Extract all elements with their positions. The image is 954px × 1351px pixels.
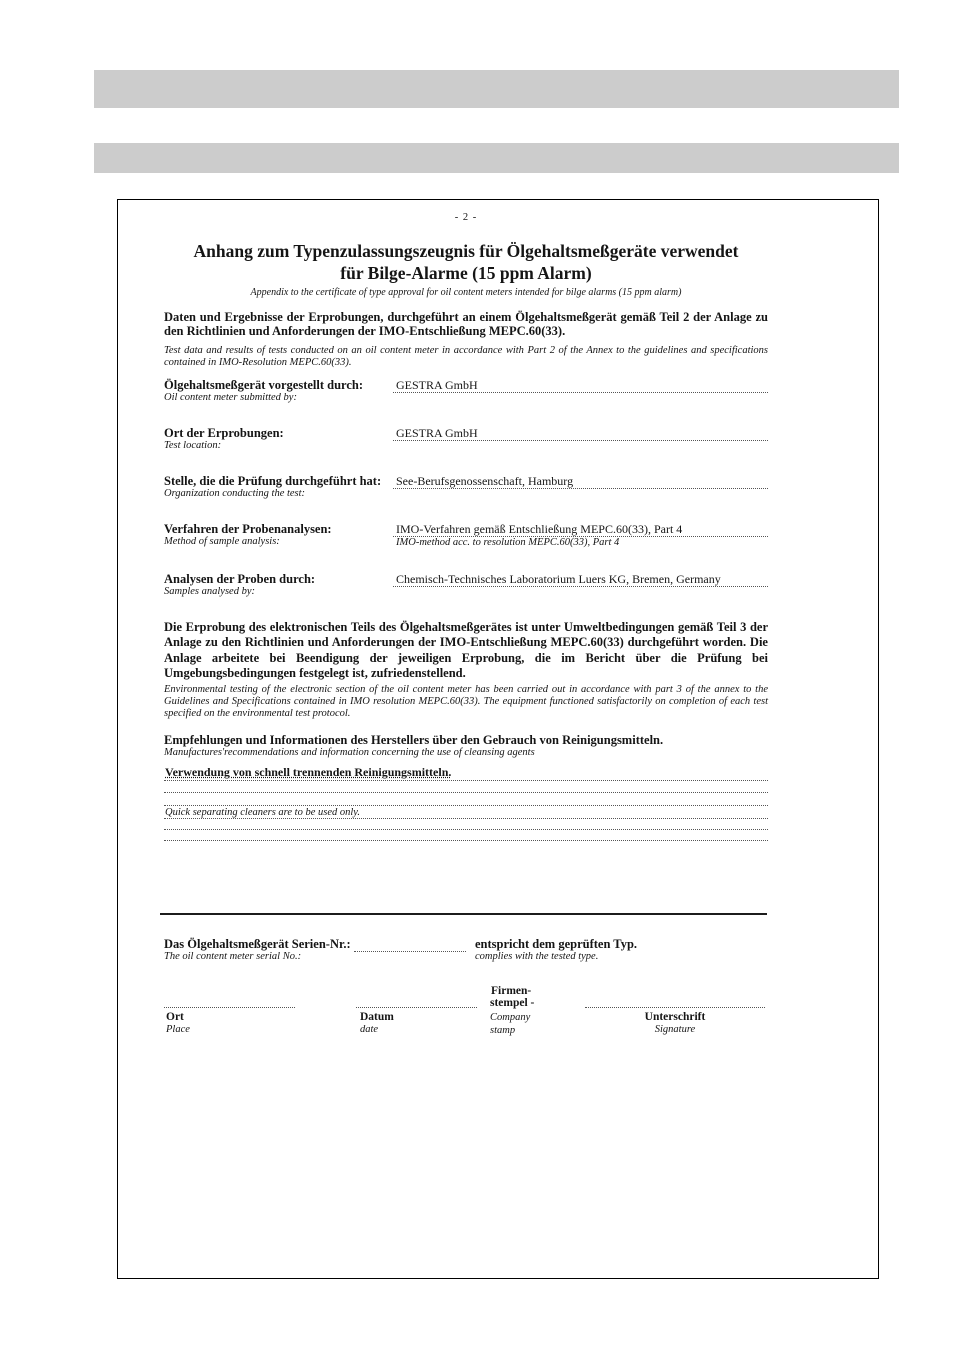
field-label-english: Organization conducting the test: xyxy=(164,488,306,499)
cleansing-agent-lines xyxy=(164,764,768,841)
serial-suffix-german: entspricht dem geprüften Typ. xyxy=(475,936,638,951)
field-value-english: IMO-method acc. to resolution MEPC.60(33), Part 4 xyxy=(396,537,620,548)
field-value xyxy=(393,426,768,451)
dotted-line-blank xyxy=(164,793,768,806)
environmental-testing-paragraph-german: Die Erprobung des elektronischen Teils des Ölgehaltsmeßgerätes ist unter Umweltbedingungen gemäß Teil 3 der Anlage zu den Richtlinien und Anforderungen der IMO-Entschließung MEPC.60(33) durchgeführt worden. Die Anlage arbeitete bei Beendigung der jeweiligen Erprobung, die im Bericht über die Prüfung bei Umgebungsbedingungen festgelegt ist, zufriedenstellend. xyxy=(164,620,768,680)
serial-suffix xyxy=(474,937,637,963)
field-label xyxy=(164,522,393,549)
field-label xyxy=(164,572,393,597)
field-label-german: Analysen der Proben durch: xyxy=(164,572,316,586)
field-row-samples-analysed xyxy=(164,572,768,597)
date-signature-line xyxy=(356,1007,477,1008)
place-label-english: Place xyxy=(166,1023,190,1035)
document-title xyxy=(164,240,768,284)
company-stamp-label-line1: Firmen- xyxy=(491,984,532,997)
company-stamp-label-english-line1: Company xyxy=(490,1011,531,1023)
field-label xyxy=(164,426,393,451)
field-label-german: Ort der Erprobungen: xyxy=(164,426,284,440)
field-value xyxy=(393,572,768,597)
date-label-english: date xyxy=(360,1023,379,1035)
serial-suffix-english: complies with the tested type. xyxy=(475,950,599,962)
signature-line xyxy=(585,1007,765,1008)
serial-number-blank-field xyxy=(354,937,466,952)
field-row-organization xyxy=(164,474,768,499)
environmental-testing-paragraph-english: Environmental testing of the electronic section of the oil content meter has been carried out in accordance with part 3 of the annex to the Guidelines and Specifications contained in IMO resolution MEPC.60(33). The equipment functioned satisfactorily on completion of each test specified on the environmental test protocol. xyxy=(164,684,768,719)
serial-label-english: The oil content meter serial No.: xyxy=(164,950,302,962)
recommendations-heading-english: Manufactures'recommendations and information concerning the use of cleansing agents xyxy=(164,747,535,758)
company-stamp-label-line2: stempel - xyxy=(490,996,535,1009)
document-content xyxy=(164,200,768,1042)
horizontal-divider xyxy=(160,913,767,915)
field-label xyxy=(164,474,393,499)
field-value-text: See-Berufsgenossenschaft, Hamburg xyxy=(393,474,768,489)
field-label-german: Stelle, die die Prüfung durchgeführt hat: xyxy=(164,474,382,488)
serial-number-row xyxy=(164,937,768,963)
company-stamp-label-english-line2: stamp xyxy=(490,1024,516,1036)
field-value xyxy=(393,522,768,549)
field-label-english: Samples analysed by: xyxy=(164,586,255,597)
field-row-submitted-by xyxy=(164,378,768,403)
field-label xyxy=(164,378,393,403)
field-row-test-location xyxy=(164,426,768,451)
field-value-text: IMO-Verfahren gemäß Entschließung MEPC.60(33), Part 4 xyxy=(393,522,768,537)
signature-label-english: Signature xyxy=(654,1023,696,1035)
field-value-text: Chemisch-Technisches Laboratorium Luers KG, Bremen, Germany xyxy=(393,572,768,587)
date-label-german: Datum xyxy=(360,1010,394,1023)
cleansing-entry-german: Verwendung von schnell trennenden Reinigungsmitteln. xyxy=(165,764,452,779)
place-signature-line xyxy=(164,1007,295,1008)
dotted-line-blank xyxy=(164,830,768,841)
field-label-german: Verfahren der Probenanalysen: xyxy=(164,522,332,536)
recommendations-heading-german: Empfehlungen und Informationen des Herstellers über den Gebrauch von Reinigungsmitteln. xyxy=(164,733,664,747)
dotted-line-entry-english xyxy=(164,806,768,820)
signature-label-german: Unterschrift xyxy=(644,1010,706,1023)
document-page xyxy=(117,199,879,1279)
field-label-english: Oil content meter submitted by: xyxy=(164,392,297,403)
document-subtitle-english: Appendix to the certificate of type approval for oil content meters intended for bilge alarms (15 ppm alarm) xyxy=(250,287,682,298)
signature-section xyxy=(164,984,768,1042)
serial-label xyxy=(164,937,354,963)
intro-paragraph-english: Test data and results of tests conducted on an oil content meter in accordance with Part 2 of the Annex to the guidelines and specifications contained in IMO-Resolution MEPC.60(33). xyxy=(164,345,768,368)
dotted-line-blank xyxy=(164,819,768,830)
document-title-line1: Anhang zum Typenzulassungszeugnis für Ölgehaltsmeßgeräte verwendet xyxy=(193,241,739,261)
field-value-text: GESTRA GmbH xyxy=(393,426,768,441)
header-gray-bar-top xyxy=(94,70,899,108)
cleansing-entry-english: Quick separating cleaners are to be used only. xyxy=(165,807,360,818)
field-label-english: Method of sample analysis: xyxy=(164,536,280,547)
dotted-line-entry-german xyxy=(164,764,768,781)
field-label-english: Test location: xyxy=(164,440,222,451)
field-row-analysis-method xyxy=(164,522,768,549)
field-value xyxy=(393,474,768,499)
field-value-text: GESTRA GmbH xyxy=(393,378,768,393)
page-number: - 2 - xyxy=(454,212,478,223)
place-label-german: Ort xyxy=(166,1010,184,1023)
form-fields xyxy=(164,378,768,597)
document-title-line2: für Bilge-Alarme (15 ppm Alarm) xyxy=(340,263,592,283)
field-value xyxy=(393,378,768,403)
serial-label-german: Das Ölgehaltsmeßgerät Serien-Nr.: xyxy=(164,936,351,951)
dotted-line-blank xyxy=(164,781,768,794)
header-gray-bar-bottom xyxy=(94,143,899,173)
intro-paragraph-german: Daten und Ergebnisse der Erprobungen, durchgeführt an einem Ölgehaltsmeßgerät gemäß Teil 2 der Anlage zu den Richtlinien und Anforderungen der IMO-Entschließung MEPC.60(33). xyxy=(164,310,768,338)
field-label-german: Ölgehaltsmeßgerät vorgestellt durch: xyxy=(164,378,364,392)
